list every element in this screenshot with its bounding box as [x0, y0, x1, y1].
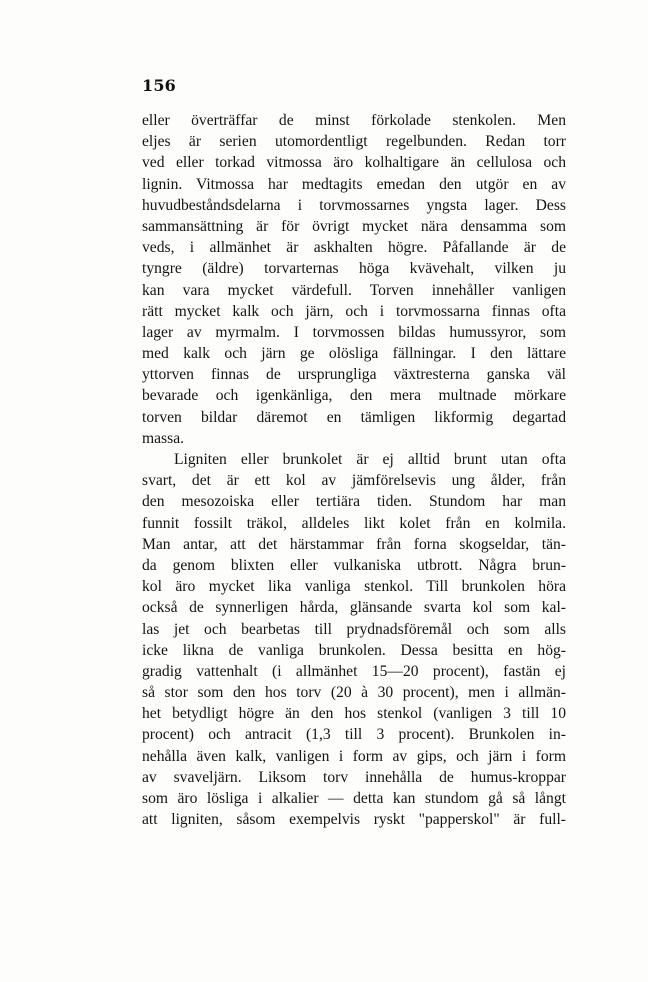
text-line: så stor som den hos torv (20 à 30 procent), men i allmän-	[142, 684, 566, 702]
text-line: eljes är serien utomordentligt regelbunden. Redan torr	[142, 133, 566, 151]
text-line: massa.	[142, 429, 185, 447]
text-line: av svaveljärn. Liksom torv innehålla de humus-kroppar	[142, 768, 566, 786]
text-line: tyngre (äldre) torvarternas höga kvävehalt, vilken ju	[142, 260, 566, 278]
text-line: yttorven finnas de ursprungliga växtresterna ganska väl	[142, 366, 566, 384]
text-line: kan vara mycket värdefull. Torven innehåller vanligen	[142, 281, 566, 299]
text-line: den mesozoiska eller tertiära tiden. Stundom har man	[142, 493, 566, 511]
text-line: torven bildar däremot en tämligen likformig degartad	[142, 408, 566, 426]
text-line: som äro lösliga i alkalier — detta kan stundom gå så långt	[142, 790, 566, 807]
text-line: också de synnerligen hårda, glänsande svarta kol som kal-	[142, 599, 566, 617]
text-line: sammansättning är för övrigt mycket nära densamma som	[142, 217, 566, 235]
text-line: funnit fossilt träkol, alldeles likt kolet från en kolmila.	[142, 514, 566, 532]
text-line: ved eller torkad vitmossa äro kolhaltigare än cellulosa och	[142, 154, 566, 172]
text-line: las jet och bearbetas till prydnadsföremål och som alls	[142, 620, 566, 638]
text-line: huvudbeståndsdelarna i torvmossarnes yngsta lager. Dess	[142, 196, 566, 214]
text-line: nehålla även kalk, vanligen i form av gips, och järn i form	[142, 747, 566, 765]
text-line: rätt mycket kalk och järn, och i torvmossarna finnas ofta	[142, 302, 566, 320]
text-line: Man antar, att det härstammar från forna skogseldar, tän-	[142, 535, 566, 553]
text-line: het betydligt högre än den hos stenkol (vanligen 3 till 10	[142, 705, 566, 723]
text-line: bevarade och igenkänliga, den mera multnade mörkare	[142, 387, 566, 405]
text-line: veds, i allmänhet är askhalten högre. Påfallande är de	[142, 239, 566, 257]
text-line: med kalk och järn ge olösliga fällningar. I den lättare	[142, 345, 566, 363]
text-line: da genom blixten eller vulkaniska utbrott. Några brun-	[142, 556, 566, 574]
text-line: lignin. Vitmossa har medtagits emedan den utgör en av	[142, 175, 566, 193]
page-number: 156	[142, 76, 176, 95]
text-line: att ligniten, såsom exempelvis ryskt "papperskol" är full-	[142, 811, 566, 829]
text-line: icke likna de vanliga brunkolen. Dessa besitta en hög-	[142, 641, 566, 659]
text-line: eller överträffar de minst förkolade stenkolen. Men	[142, 112, 566, 129]
text-line: svart, det är ett kol av jämförelsevis ung ålder, från	[142, 472, 566, 490]
body-text	[142, 110, 566, 830]
text-line: procent) och antracit (1,3 till 3 procent). Brunkolen in-	[142, 726, 566, 744]
text-line: Ligniten eller brunkolet är ej alltid brunt utan ofta	[174, 451, 566, 468]
text-line: gradig vattenhalt (i allmänhet 15—20 procent), fastän ej	[142, 662, 566, 680]
text-line: kol äro mycket lika vanliga stenkol. Till brunkolen höra	[142, 578, 566, 596]
text-line: lager av myrmalm. I torvmossen bildas humussyror, som	[142, 323, 566, 341]
paragraph-1	[142, 110, 566, 449]
paragraph-2	[142, 449, 566, 830]
